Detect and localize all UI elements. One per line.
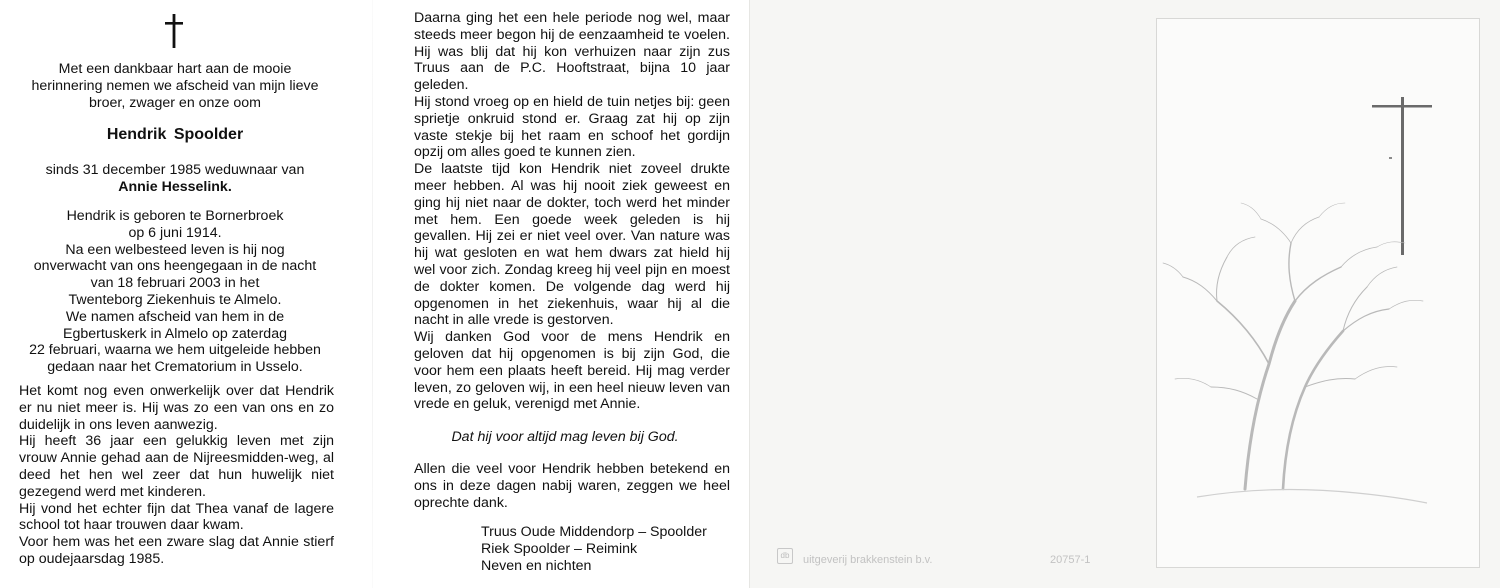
widow-line: sinds 31 december 1985 weduwnaar van [45,162,305,178]
publisher-logo-icon: db [777,548,793,564]
cover-illustration-frame [1156,18,1480,568]
bare-trees-sketch [1157,19,1481,569]
biography-text: Hendrik is geboren te Bornerbroek op 6 juni 1914. Na een welbesteed leven is hij nog onverwacht van ons heengegaan in de nacht van 18 februari 2003 in het Twenteborg Ziekenhuis te Almelo. We namen afscheid van hem in de Egbertuskerk in Almelo op zaterdag 22 februari, waarna we hem uitgeleide hebben gedaan naar het Crematorium in Usselo. [29,208,321,376]
widow-of-name: Annie Hesselink. [118,178,232,195]
signer: Truus Oude Middendorp – Spoolder [481,524,707,540]
deceased-name: Hendrik Spoolder [106,126,244,143]
intro-text: Met een dankbaar hart aan de mooie herinnering nemen we afscheid van mijn lieve broer, zwager en onze oom [31,61,319,111]
signer: Neven en nichten [481,557,592,574]
signer: Riek Spoolder – Reimink [481,540,638,557]
thanks-text: Allen die veel voor Hendrik hebben betekend en ons in deze dagen nabij waren, zeggen we heel oprechte dank. [414,461,730,511]
closing-line: Dat hij voor altijd mag leven bij God. [451,429,679,445]
publisher-name: uitgeverij brakkenstein b.v. [803,554,933,566]
life-story-part-1: Het komt nog even onwerkelijk over dat Hendrik er nu niet meer is. Hij was zo een van ons en zo duidelijk in ons leven aanwezig. Hij heeft 36 jaar een gelukkig leven met zijn vrouw Annie gehad aan de Nijreesmidden-weg, al deed het hen wel zeer dat hun huwelijk niet gezegend werd met kinderen. Hij vond het echter fijn dat Thea vanaf de lagere school tot haar trouwen daar kwam. Voor hem was het een zware slag dat Annie stierf op oudejaarsdag 1985. [19,383,334,567]
widow-text [20,162,330,196]
thin-cross-icon [1372,97,1432,255]
print-code: 20757-1 [1050,554,1091,566]
latin-cross-icon [163,14,185,48]
life-story-part-2: Daarna ging het een hele periode nog wel, maar steeds meer begon hij de eenzaamheid te voelen. Hij was blij dat hij kon verhuizen naar zijn zus Truus aan de P.C. Hooftstraat, bijna 10 jaar geleden. Hij stond vroeg op en hield de tuin netjes bij: geen sprietje onkruid stond er. Graag zat hij op zijn vaste stekje bij het raam en schoof het gordijn opzij om alles goed te kunnen zien. De laatste tijd kon Hendrik niet zoveel drukte meer hebben. Al was hij nooit ziek geweest en ging hij niet naar de dokter, toch werd het minder met hem. Een goede week geleden is hij gevallen. Hij zei er niet veel over. Van nature was hij wat gesloten en wat hem dwars zat hield hij wel voor zich. Zondag kreeg hij veel pijn en moest de dokter komen. De volgende dag werd hij opgenomen in het ziekenhuis, waar hij al die nacht in alle vrede is gestorven. Wij danken God voor de mens Hendrik en geloven dat hij opgenomen is bij zijn God, die voor hem een plaats heeft bereid. Hij mag verder leven, zo geloven wij, in een heel nieuw leven van vrede en geluk, verenigd met Annie. [414,10,730,413]
signers-list [481,524,741,574]
